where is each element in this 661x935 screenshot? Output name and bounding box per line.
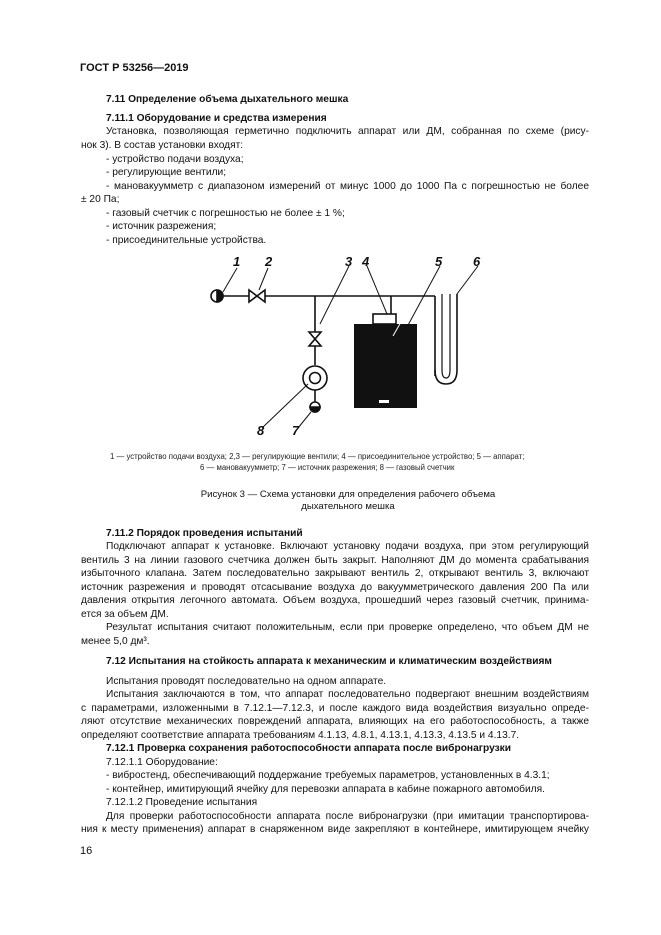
text-line: ляют отсутствие механических повреждений аппарата, влияющих на его работоспособность, а также — [81, 716, 589, 727]
label-1: 1 — [233, 254, 241, 269]
figure-caption: Рисунок 3 — Схема установки для определения рабочего объема — [200, 489, 496, 500]
section-title: 7.12 Испытания на стойкость аппарата к механическим и климатическим воздействиям — [106, 656, 552, 667]
list-item: - газовый счетчик с погрешностью не более ± 1 %; — [106, 208, 345, 219]
text-line: ± 20 Па; — [81, 194, 120, 205]
text-line: Результат испытания считают положительным, если при проверке определено, что объем ДМ не — [106, 622, 589, 633]
label-4: 4 — [362, 254, 370, 269]
gas-meter-symbol — [303, 366, 327, 390]
text-line: источник разрежения и проводят отсасывание воздуха до вакуумметрического давления 200 Па или — [81, 582, 589, 593]
text-line: Установка, позволяющая герметично подключить аппарат или ДМ, собранная по схеме (рису- — [106, 126, 589, 137]
valve-2-symbol — [249, 290, 265, 302]
valve-3-symbol — [309, 332, 321, 346]
text-line: определяют соответствие аппарата требованиям 4.1.13, 4.8.1, 4.13.1, 4.13.3, 4.13.5 и 4.13.7. — [81, 730, 520, 741]
text-line: избыточного клапана. Затем последовательно закрывают вентиль 2, открывают вентиль 3, включают — [81, 568, 589, 579]
text-line: вентиль 3 на линии газового счетчика должен быть закрыт. Наполняют ДМ до момента срабатывания — [81, 555, 589, 566]
text-line: Подключают аппарат к установке. Включают установку подачи воздуха, при этом регулирующий — [106, 541, 589, 552]
list-item: - устройство подачи воздуха; — [106, 154, 244, 165]
document-header: ГОСТ Р 53256—2019 — [80, 62, 189, 74]
text-line: Испытания проводят последовательно на одном аппарате. — [106, 676, 387, 687]
apparatus-symbol — [354, 324, 417, 408]
list-item: - регулирующие вентили; — [106, 167, 227, 178]
section-title: 7.11 Определение объема дыхательного мешка — [106, 94, 349, 105]
label-5: 5 — [435, 254, 443, 269]
setup-schematic — [195, 252, 495, 442]
text-line: 7.12.1.2 Проведение испытания — [106, 797, 258, 808]
text-line: с параметрами, изложенными в 7.12.1—7.12.3, и после каждого вида воздействия визуально опреде- — [81, 703, 589, 714]
list-item: - контейнер, имитирующий ячейку для перевозки аппарата в кабине пожарного автомобиля. — [106, 784, 545, 795]
list-item: - вибростенд, обеспечивающий поддержание требуемых параметров, установленных в 4.3.1; — [106, 770, 550, 781]
text-line: ния к месту применения) аппарат в снаряженном виде закрепляют в контейнере, имитирующем ячейку — [81, 824, 589, 835]
figure-legend: 1 — устройство подачи воздуха; 2,3 — регулирующие вентили; 4 — присоединительное устройство; 5 — аппарат; — [110, 452, 525, 461]
subsection-title: 7.12.1 Проверка сохранения работоспособности аппарата после вибронагрузки — [106, 743, 512, 754]
label-6: 6 — [473, 254, 481, 269]
text-line: Для проверки работоспособности аппарата после вибронагрузки (при имитации транспортирова- — [106, 811, 589, 822]
label-2: 2 — [265, 254, 273, 269]
text-line: Испытания заключаются в том, что аппарат последовательно подвергают внешним воздействиям — [106, 689, 589, 700]
connector-symbol — [373, 314, 396, 324]
manometer-symbol — [435, 294, 457, 384]
text-line: 7.12.1.1 Оборудование: — [106, 757, 218, 768]
label-3: 3 — [345, 254, 353, 269]
list-item: - присоединительные устройства. — [106, 235, 267, 246]
label-7: 7 — [292, 423, 300, 438]
figure-legend: 6 — мановакуумметр; 7 — источник разрежения; 8 — газовый счетчик — [200, 463, 455, 472]
list-item: - источник разрежения; — [106, 221, 217, 232]
text-line: менее 5,0 дм³. — [81, 636, 150, 647]
subsection-title: 7.11.1 Оборудование и средства измерения — [106, 113, 327, 124]
label-8: 8 — [257, 423, 265, 438]
text-line: нок 3). В состав установки входят: — [81, 140, 244, 151]
text-line: давления открытия легочного автомата. Объем воздуха, прошедший через газовый счетчик, принима- — [81, 595, 589, 606]
list-item: - мановакуумметр с диапазоном измерений от минус 1000 до 1000 Па с погрешностью не более — [106, 181, 589, 192]
figure-caption: дыхательного мешка — [301, 501, 395, 512]
text-line: ется за объем ДМ. — [81, 609, 169, 620]
subsection-title: 7.11.2 Порядок проведения испытаний — [106, 528, 303, 539]
page-number: 16 — [80, 845, 93, 857]
